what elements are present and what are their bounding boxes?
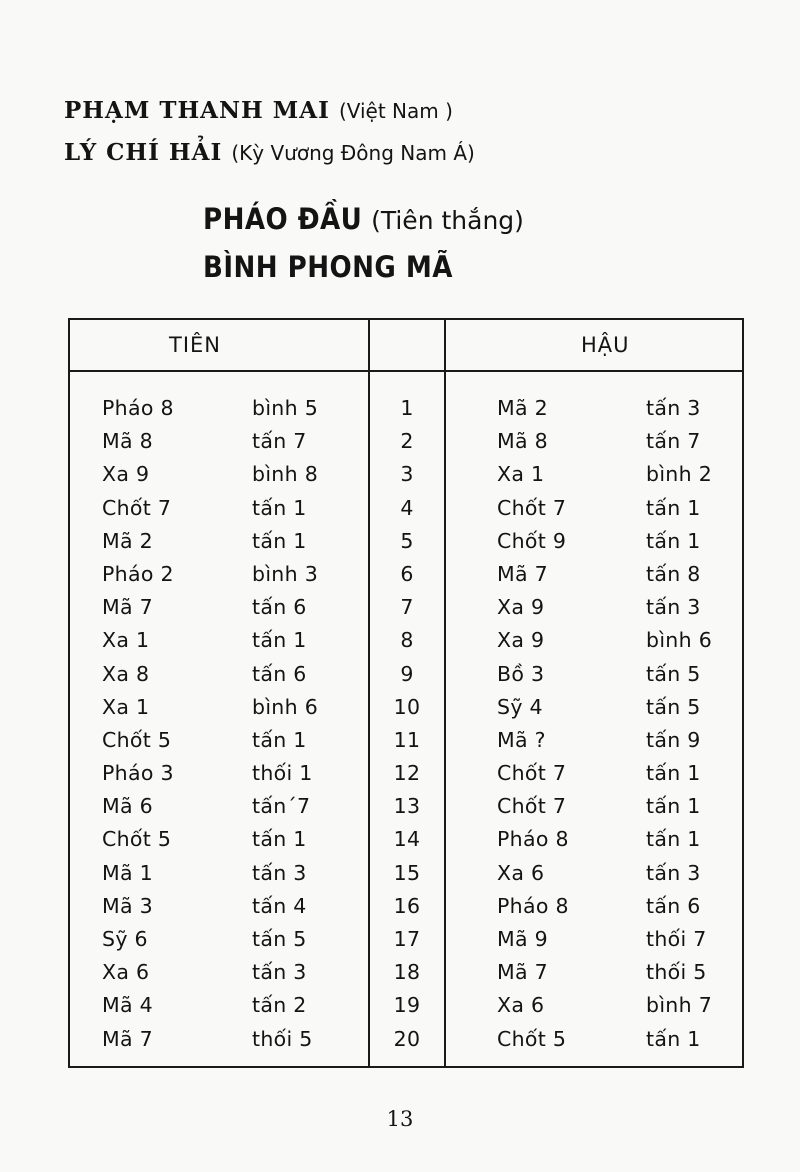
- table-row: [70, 724, 742, 757]
- header-move-number: [370, 320, 444, 370]
- tien-piece: Mã 4: [102, 993, 154, 1018]
- move-number: 4: [400, 495, 414, 520]
- page-number: 13: [386, 1107, 414, 1131]
- move-number: 3: [400, 462, 414, 487]
- opening-variation: BÌNH PHONG MÃ: [203, 250, 453, 284]
- tien-move: bình 5: [252, 396, 319, 420]
- hau-piece: Mã 8: [497, 429, 549, 454]
- table-row: [70, 458, 742, 491]
- player-1-name: PHẠM THANH MAI: [64, 97, 330, 124]
- table-row: [70, 923, 742, 956]
- opening-title: [203, 195, 524, 291]
- move-number: 18: [393, 960, 421, 985]
- hau-move: tấn 5: [646, 694, 701, 719]
- player-2: [64, 132, 475, 174]
- tien-move: thối 1: [252, 761, 313, 786]
- move-number: 1: [400, 396, 414, 420]
- tien-move: tấn 3: [252, 960, 307, 985]
- tien-move: tấn 1: [252, 495, 307, 520]
- table-row: [70, 823, 742, 856]
- tien-move: tấn 1: [252, 827, 307, 852]
- move-number: 9: [400, 661, 414, 686]
- opening-name: PHÁO ĐẦU: [203, 202, 363, 236]
- tien-piece: Pháo 8: [102, 396, 174, 420]
- hau-piece: Chốt 9: [497, 528, 567, 553]
- tien-piece: Mã 1: [102, 860, 154, 885]
- hau-move: bình 6: [646, 628, 713, 653]
- tien-piece: Pháo 2: [102, 561, 174, 586]
- tien-move: bình 3: [252, 561, 319, 586]
- opening-line-2: [203, 243, 524, 291]
- table-row: [70, 857, 742, 890]
- tien-piece: Mã 7: [102, 1026, 154, 1051]
- player-2-title: (Kỳ Vương Đông Nam Á): [231, 141, 475, 165]
- table-row: [70, 624, 742, 657]
- tien-piece: Chốt 5: [102, 727, 172, 752]
- tien-move: tấn 6: [252, 595, 307, 620]
- hau-piece: Xa 9: [497, 595, 545, 620]
- move-number: 16: [393, 893, 421, 918]
- hau-move: tấn 1: [646, 1026, 701, 1051]
- hau-piece: Xa 1: [497, 462, 545, 487]
- table-row: [70, 1023, 742, 1056]
- tien-move: thối 5: [252, 1026, 313, 1051]
- tien-move: tấn 2: [252, 993, 307, 1018]
- hau-piece: Chốt 5: [497, 1026, 567, 1051]
- tien-piece: Xa 9: [102, 462, 150, 487]
- hau-piece: Xa 6: [497, 860, 545, 885]
- hau-move: tấn 3: [646, 595, 701, 620]
- hau-move: tấn 3: [646, 396, 701, 420]
- tien-piece: Sỹ 6: [102, 927, 148, 951]
- moves-rows: [70, 392, 742, 1056]
- move-number: 15: [393, 860, 421, 885]
- hau-move: bình 7: [646, 993, 713, 1018]
- move-number: 11: [393, 727, 421, 752]
- hau-piece: Chốt 7: [497, 761, 567, 786]
- table-row: [70, 989, 742, 1022]
- move-number: 5: [400, 528, 414, 553]
- header-divider: [70, 370, 742, 372]
- table-row: [70, 790, 742, 823]
- table-row: [70, 558, 742, 591]
- header-tien: TIÊN: [169, 333, 221, 357]
- table-row: [70, 392, 742, 425]
- move-number: 2: [400, 429, 414, 454]
- tien-move: tấn 1: [252, 528, 307, 553]
- move-number: 14: [393, 827, 421, 852]
- opening-result: (Tiên thắng): [371, 206, 524, 235]
- players-block: [64, 90, 475, 174]
- hau-move: tấn 1: [646, 794, 701, 819]
- tien-piece: Mã 7: [102, 595, 154, 620]
- table-row: [70, 492, 742, 525]
- hau-move: tấn 5: [646, 661, 701, 686]
- tien-move: tấn 1: [252, 727, 307, 752]
- tien-move: bình 8: [252, 462, 319, 487]
- tien-move: bình 6: [252, 694, 319, 719]
- hau-move: tấn 6: [646, 893, 701, 918]
- move-number: 6: [400, 561, 414, 586]
- tien-piece: Xa 6: [102, 960, 150, 985]
- tien-piece: Mã 8: [102, 429, 154, 454]
- hau-move: tấn 1: [646, 495, 701, 520]
- move-number: 19: [393, 993, 421, 1018]
- tien-piece: Pháo 3: [102, 761, 174, 786]
- move-number: 17: [393, 927, 421, 951]
- hau-move: bình 2: [646, 462, 713, 487]
- move-number: 10: [393, 694, 421, 719]
- hau-piece: Chốt 7: [497, 794, 567, 819]
- hau-piece: Mã 7: [497, 960, 549, 985]
- tien-piece: Mã 2: [102, 528, 154, 553]
- hau-piece: Xa 6: [497, 993, 545, 1018]
- hau-piece: Xa 9: [497, 628, 545, 653]
- tien-piece: Chốt 5: [102, 827, 172, 852]
- header-hau: HẬU: [581, 333, 630, 357]
- player-1-country: (Việt Nam ): [338, 99, 453, 123]
- table-row: [70, 890, 742, 923]
- table-row: [70, 956, 742, 989]
- hau-move: thối 5: [646, 960, 707, 985]
- tien-move: tấn 3: [252, 860, 307, 885]
- hau-move: tấn 3: [646, 860, 701, 885]
- table-row: [70, 525, 742, 558]
- move-number: 13: [393, 794, 421, 819]
- table-row: [70, 425, 742, 458]
- hau-piece: Mã 2: [497, 396, 549, 420]
- hau-move: tấn 1: [646, 761, 701, 786]
- move-number: 20: [393, 1026, 421, 1051]
- tien-move: tấn´7: [252, 794, 311, 819]
- table-row: [70, 591, 742, 624]
- hau-piece: Pháo 8: [497, 893, 569, 918]
- hau-piece: Mã ?: [497, 727, 546, 752]
- tien-move: tấn 1: [252, 628, 307, 653]
- hau-move: tấn 7: [646, 429, 701, 454]
- hau-piece: Pháo 8: [497, 827, 569, 852]
- tien-piece: Xa 8: [102, 661, 150, 686]
- table-row: [70, 658, 742, 691]
- hau-move: tấn 1: [646, 528, 701, 553]
- tien-move: tấn 5: [252, 927, 307, 951]
- hau-piece: Mã 9: [497, 927, 549, 951]
- player-2-name: LÝ CHÍ HẢI: [64, 139, 223, 166]
- tien-move: tấn 7: [252, 429, 307, 454]
- table-row: [70, 691, 742, 724]
- tien-move: tấn 6: [252, 661, 307, 686]
- hau-piece: Mã 7: [497, 561, 549, 586]
- hau-move: tấn 1: [646, 827, 701, 852]
- hau-piece: Sỹ 4: [497, 694, 543, 719]
- hau-piece: Bồ 3: [497, 661, 545, 686]
- tien-move: tấn 4: [252, 893, 307, 918]
- move-number: 8: [400, 628, 414, 653]
- opening-line-1: [203, 195, 524, 243]
- hau-piece: Chốt 7: [497, 495, 567, 520]
- move-number: 7: [400, 595, 414, 620]
- hau-move: tấn 9: [646, 727, 701, 752]
- hau-move: tấn 8: [646, 561, 701, 586]
- table-row: [70, 757, 742, 790]
- tien-piece: Mã 6: [102, 794, 154, 819]
- hau-move: thối 7: [646, 927, 707, 951]
- move-number: 12: [393, 761, 421, 786]
- tien-piece: Chốt 7: [102, 495, 172, 520]
- tien-piece: Xa 1: [102, 694, 150, 719]
- tien-piece: Mã 3: [102, 893, 154, 918]
- tien-piece: Xa 1: [102, 628, 150, 653]
- player-1: [64, 90, 475, 132]
- moves-table: [68, 318, 744, 1068]
